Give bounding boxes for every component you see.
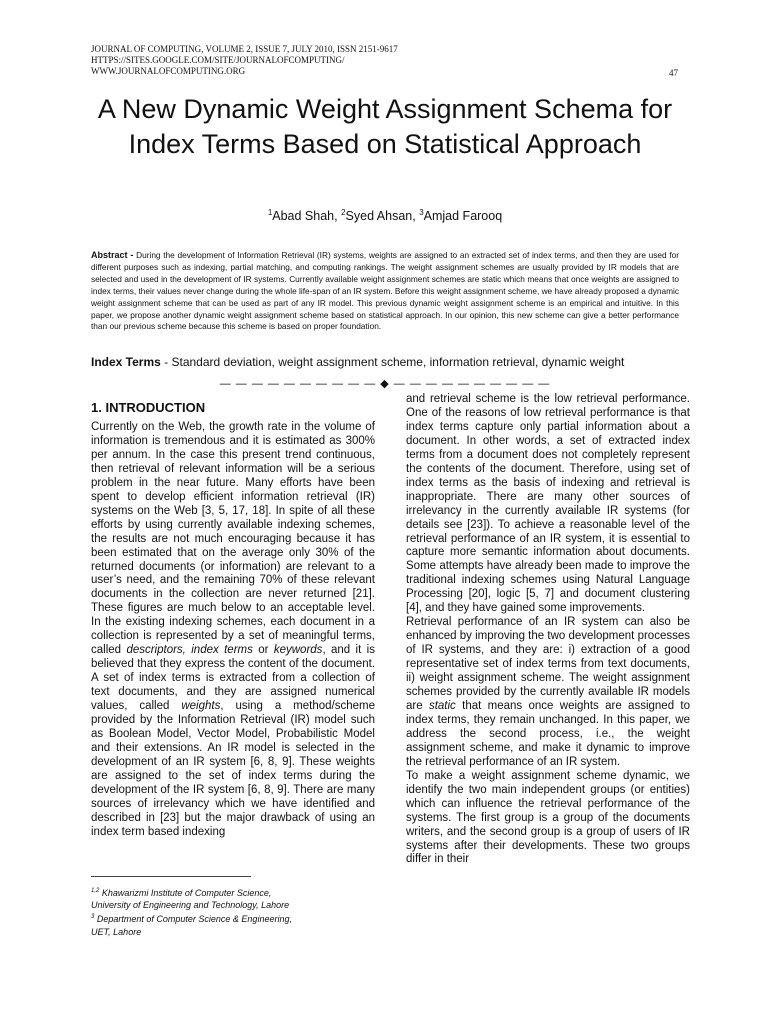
paper-title: A New Dynamic Weight Assignment Schema for Index Terms Based on Statistical Approach	[97, 94, 673, 159]
footnote-1-line-1: Khawarizmi Institute of Computer Science,	[101, 888, 272, 898]
footnote-rule	[91, 876, 251, 877]
right-paragraph-2-part-2: that means once weights are assigned to index terms, they remain unchanged. In this paper, we address the second process, i.e., the weight assignment scheme, and make it dynamic to improve the retrieval performance of an IR system.	[406, 699, 691, 768]
footnote-1-mark: 1,2	[91, 888, 100, 894]
index-terms-label: Index Terms	[91, 355, 161, 369]
left-column	[91, 421, 375, 840]
right-paragraph-1: and retrieval scheme is the low retrieval performance. One of the reasons of low retrieval performance is that index terms capture only partial information about a document. In other words, a set of extracted index terms from a document does not completely represent the contents of the document. Therefore, using set of index terms as the basis of indexing and retrieval is inappropriate. There are many other sources of irrelevancy in the currently available IR systems (for details see [23]). To achieve a reasonable level of the retrieval performance of an IR system, it is essential to capture more semantic information about documents. Some attempts have already been made to improve the traditional indexing schemes using Natural Language Processing [20], logic [5, 7] and document clustering [4], and they have gained some improvements.	[406, 393, 690, 615]
author-1-affiliation-mark: 1	[267, 208, 273, 217]
affiliation-footnotes	[91, 885, 375, 938]
right-paragraph-3: To make a weight assignment scheme dynamic, we identify the two main independent groups (or entities) which can influence the retrieval performance of the systems. The first group is a group of the documents writers, and the second group is a group of users of IR systems after their developments. These two groups differ in their	[406, 769, 690, 866]
footnote-2-mark: 3	[91, 914, 95, 921]
footnote-1-line-2: University of Engineering and Technology, Lahore	[91, 900, 290, 911]
right-paragraph-2-part-1: Retrieval performance of an IR system can also be enhanced by improving the two development processes of IR systems, and they are: i) extraction of a good representative set of index terms from text documents, ii) weight assignment scheme. The weight assignment schemes provided by the currently available IR models are	[406, 616, 690, 712]
term-weights: weights	[181, 700, 221, 713]
author-2-name: Syed Ahsan	[345, 209, 413, 224]
section-heading-introduction: 1. INTRODUCTION	[91, 400, 206, 415]
term-descriptors: descriptors,	[126, 644, 186, 657]
author-list: $^1$Abad Shah, $^2$Syed Ahsan, $^3$Amjad Farooq	[267, 208, 503, 224]
author-1-name: Abad Shah	[272, 209, 335, 224]
footnote-2	[91, 911, 375, 925]
term-static: static	[428, 699, 456, 712]
journal-header-line-3: WWW.JOURNALOFCOMPUTING.ORG	[91, 66, 246, 76]
page-number: 47	[669, 68, 678, 78]
section-divider: — — — — — — — — — — ◆ — — — — — — — — — —	[219, 378, 551, 390]
abstract	[91, 250, 679, 333]
abstract-text: During the development of Information Retrieval (IR) systems, weights are assigned to an extracted set of index terms, and then they are used for different purposes such as indexing, partial matching, and computing rankings. The weight assignment schemes are usually provided by IR models that are selected and used in the development of IR systems. Currently available weight assignment schemes are static which means that once weights are assigned to index terms, their values never change during the whole life-span of an IR system. Before this weight assignment scheme, we have already proposed a dynamic weight assignment scheme that can be used as part of any IR model. This previous dynamic weight assignment scheme is an empirical and intuitive. In this paper, we propose another dynamic weight assignment scheme based on statistical approach. In our opinion, this new scheme can give a better performance than our previous scheme because this scheme is based on proper foundation.	[91, 250, 680, 332]
right-column	[406, 393, 690, 867]
intro-text-part-2: , and it is believed that they express the content of the document. A set of index terms is extracted from a collection of text documents, and they are assigned numerical values, called	[91, 644, 375, 713]
journal-header-line-2: HTTPS://SITES.GOOGLE.COM/SITE/JOURNALOFCOMPUTING/	[91, 55, 345, 65]
term-keywords: keywords	[273, 644, 323, 657]
intro-text-part-1: Currently on the Web, the growth rate in the volume of information is tremendous and it is estimated as 300% per annum. In the case this present trend continuous, then retrieval of relevant information will be a serious problem in the near future. Many efforts have been spent to develop efficient information retrieval (IR) systems on the Web [3, 5, 17, 18]. In spite of all these efforts by using currently available indexing schemes, the results are not much encouraging because it has been estimated that on the average only 30% of the returned documents (or information) are relevant to a user’s need, and the remaining 70% of these relevant documents in the collection are never returned [21]. These figures are much below to an acceptable level. In the existing indexing schemes, each document in a collection is represented by a set of meaningful terms, called	[91, 421, 375, 657]
author-3-affiliation-mark: 3	[419, 208, 424, 217]
index-terms	[91, 355, 691, 370]
conjunction-or: or	[258, 644, 269, 657]
intro-text-part-3: , using a method/scheme provided by the Information Retrieval (IR) model such as Boolean Model, Vector Model, Probabilistic Model and their extensions. An IR model is selected in the development of an IR system [6, 8, 9]. These weights are assigned to the set of index terms during the development of the IR system [6, 8, 9]. There are many sources of irrelevancy which we have identified and described in [23] but the major drawback of using an index term based indexing	[91, 700, 375, 838]
footnote-1	[91, 885, 375, 899]
footnote-2-line-1: Department of Computer Science & Engineering,	[96, 914, 292, 925]
abstract-label: Abstract -	[91, 250, 134, 260]
author-2-affiliation-mark: 2	[341, 208, 346, 217]
journal-header-line-1: JOURNAL OF COMPUTING, VOLUME 2, ISSUE 7, JULY 2010, ISSN 2151-9617	[91, 44, 398, 54]
author-3-name: Amjad Farooq	[423, 209, 503, 224]
intro-paragraph-1	[91, 421, 375, 840]
journal-header	[91, 44, 691, 77]
term-index-terms: index terms	[191, 644, 253, 657]
right-paragraph-2	[406, 616, 690, 769]
footnote-2-line-2: UET, Lahore	[91, 926, 142, 937]
index-terms-text: - Standard deviation, weight assignment scheme, information retrieval, dynamic weight	[164, 355, 625, 369]
